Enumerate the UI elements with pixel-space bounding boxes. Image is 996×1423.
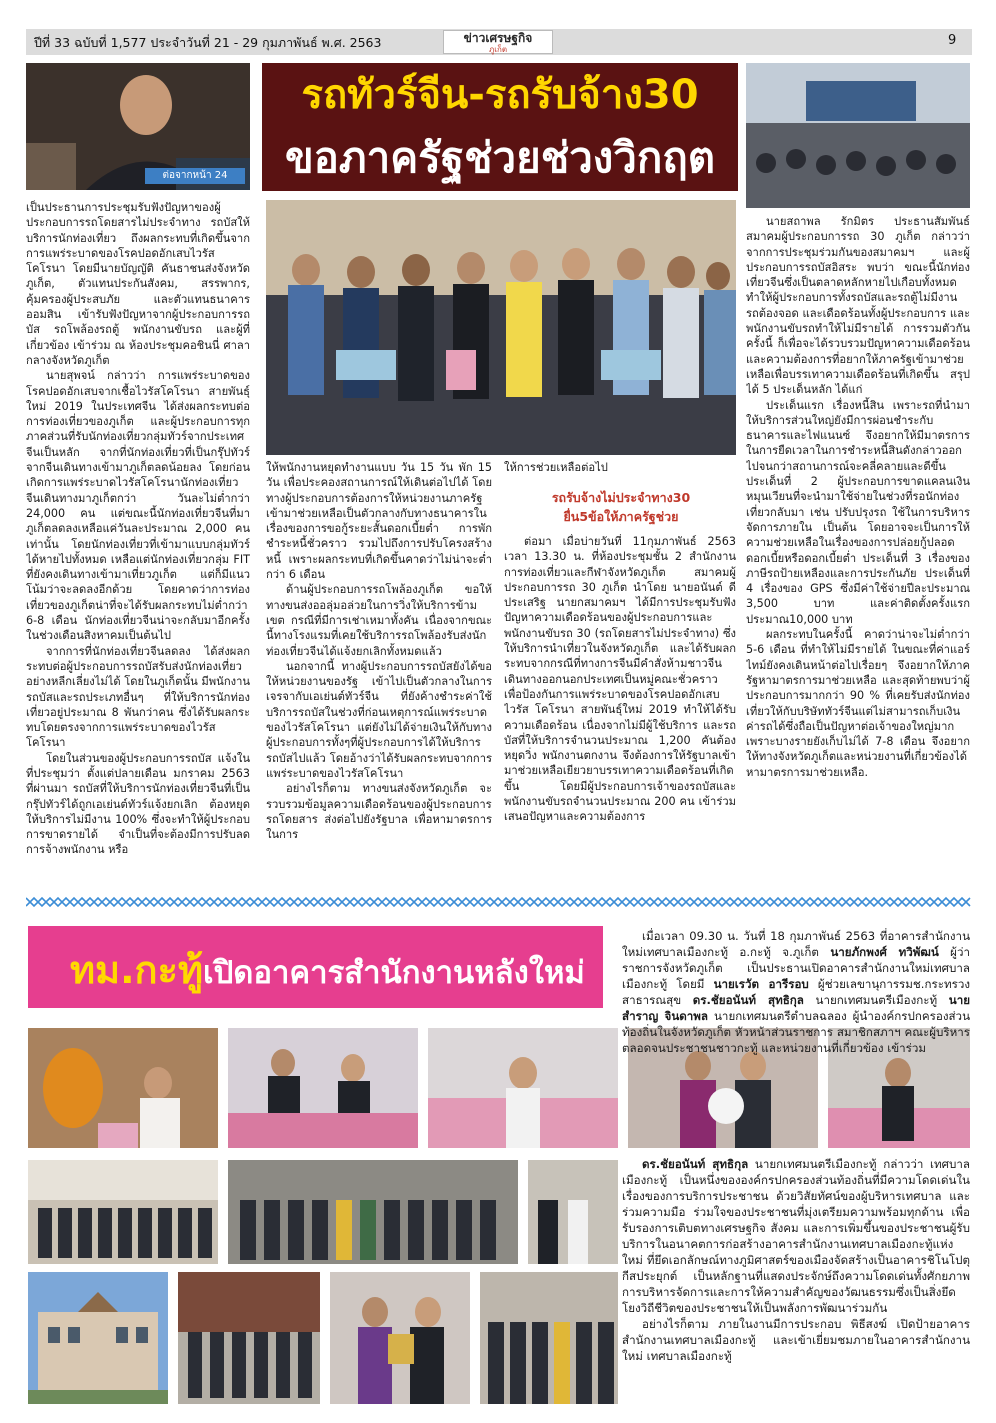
new-office-building-photo [28, 1272, 168, 1404]
bottom-headline [70, 939, 585, 1000]
ceremony-officials-art [228, 1028, 418, 1148]
col1-para: นายสุพจน์ กล่าวว่า การแพร่ระบาดของโรคปอดอักเสบจากเชื้อไวรัสโคโรนา สายพันธุ์ใหม่ 2019 ในประเทศจีน ได้ส่งผลกระทบต่อการท่องเที่ยวของภูเก็ต และผู้ประกอบการทุกภาคส่วนที่รับนักท่องเที่ยวกลุ่มทัวร์จากประเทศจีนเป็นหลัก จากที่นักท่องเที่ยวที่เป็นกรุ๊ปทัวร์จากจีนเดินทางเข้ามาภูเก็ตลดน้อยลง โดยก่อนเกิดการแพร่ระบาดไวรัสโคโรนานักท่องเที่ยวจีนเดินทางมาภูเก็ตกว่า วันละไม่ต่ำกว่า 24,000 คน แต่ขณะนี้นักท่องเที่ยวจีนที่มาภูเก็ตลดลงเหลือแค่วันละประมาณ 2,000 คนเท่านั้น โดยนักท่องเที่ยวที่เข้ามาแบบกลุ่มทัวร์ได้หายไปทั้งหมด เหลือแต่นักท่องเที่ยวกลุ่ม FIT ที่ยังคงเดินทางเข้ามาเที่ยวภูเก็ต แต่ก็มีแนวโน้มว่าจะลดลงอีกด้วย โดยคาดว่าการท่องเที่ยวของภูเก็ตน่าที่จะได้รับผลกระทบไม่ต่ำกว่า 6-8 เดือน นักท่องเที่ยวจีนน่าจะกลับมาอีกครั้งในช่วงเดือนสิงหาคมเป็นต้นไป [26, 369, 250, 643]
headline-box [262, 63, 738, 191]
group-photo-indoor [480, 1272, 618, 1404]
subhead-line1: รถรับจ้างไม่ประจำทาง30 [551, 490, 691, 505]
ceremony-monk-photo [28, 1028, 218, 1148]
group-handover-photo [266, 200, 736, 455]
bottom-article-p2 [622, 1156, 970, 1423]
bottom-para-1 [622, 928, 970, 1056]
group-photo-building [28, 1160, 218, 1264]
bottom-para-2 [622, 1156, 970, 1316]
guests-photo [528, 1160, 618, 1264]
subheadline [513, 488, 729, 526]
office-interior-photo [178, 1272, 320, 1404]
b-p1g: นายกเทศมนตรีเมืองกะทู้ [803, 993, 949, 1007]
ceremony-monk-art [28, 1028, 218, 1148]
article-col3 [504, 534, 736, 896]
bottom-article-p1 [622, 928, 970, 1058]
b-p2a: ดร.ชัยอนันท์ สุทธิกุล [642, 1157, 749, 1171]
col2-para: ให้พนักงานหยุดทำงานแบบ วัน 15 วัน พัก 15 วัน เพื่อประคองสถานการณ์ให้เดินต่อไปได้ โดยทางผู้ประกอบการต้องการให้หน่วยงานภาครัฐเข้ามาช่วยเหลือเป็นตัวกลางกับทางธนาคารในเรื่องของการขอกู้ระยะสั้นดอกเบี้ยต่ำ การพักชำระหนี้ชั่วคราว รวมไปถึงการปรับโครงสร้างหนี้ เพราะผลกระทบที่เกิดขึ้นคาดว่าไม่น่าจะต่ำกว่า 6 เดือน [266, 461, 492, 582]
col4-para: ประเด็นแรก เรื่องหนี้สิน เพราะรถที่นำมาให้บริการส่วนใหญ่ยังมีการผ่อนชำระกับธนาคารและไฟแนนซ์ จึงอยากให้มีมาตรการในการยืดเวลาในการชำระหนี้สินดังกล่าวออกไปจนกว่าสถานการณ์จะคลี่คลายและดีขึ้น ประเด็นที่ 2 ผู้ประกอบการขาดแคลนเงินหมุนเวียนที่จะนำมาใช้จ่ายในช่วงที่รอนักท่องเที่ยวกลับมา เช่น ปรับปรุงรถ ใช้ในการบริหารจัดการภายใน เป็นต้น โดยอาจจะเป็นการให้ความช่วยเหลือในเรื่องของการปล่อยกู้ปลอดดอกเบี้ยหรือดอกเบี้ยต่ำ ประเด็นที่ 3 เรื่องของภาษีรถป้ายเหลืองและการประกันภัย ประเด็นที่ 4 เรื่องของ GPS ซึ่งมีค่าใช้จ่ายปีละประมาณ 3,500 บาท และค่าติดตั้งครั้งแรกประมาณ10,000 บาท [746, 398, 970, 626]
col2-para: นอกจากนี้ ทางผู้ประกอบการรถบัสยังได้ขอให้หน่วยงานของรัฐ เข้าไปเป็นตัวกลางในการเจรจากับเอเย่นต์ทัวร์จีน ที่ยังค้างชำระค่าใช้บริการรถบัสในช่วงที่ก่อนเหตุการณ์แพร่ระบาดของไวรัสโคโรนา แต่ยังไม่ได้จ่ายเงินให้กับทางผู้ประกอบการทั้งๆที่ผู้ประกอบการได้ให้บริการรถบัสไปแล้ว โดยอ้างว่าได้รับผลกระทบจากการแพร่ระบาดของไวรัสโคโรนา [266, 659, 492, 780]
ceremony-crowd-photo [428, 1028, 618, 1148]
meeting-hall-art [746, 63, 970, 208]
b-p1i: นายกเทศมนตรีตำบลฉลอง ผู้นำองค์กรปกครองส่วนท้องถิ่นในจังหวัดภูเก็ต หัวหน้าส่วนราชการ สมาชิกสภาฯ คณะผู้บริหาร ตลอดจนประชาชนชาวกะทู้ และหน่วยงานที่เกี่ยวข้อง เข้าร่วม [622, 1009, 970, 1055]
group-photo-stage [228, 1160, 518, 1264]
ceremony-officials-photo [228, 1028, 418, 1148]
col2-para: ด้านผู้ประกอบการรถโพล้องภูเก็ต ขอให้ทางขนส่งออลุ่มอล่วยในการวิ่งให้บริการข้ามเขต กรณีที่มีการเช่าเหมาทั้งคัน เนื่องจากขณะนี้ทางโรงแรมที่เคยใช้บริการรถโพล้องรับส่งนักท่องเที่ยวจีนได้แจ้งยกเลิกทั้งหมดแล้ว [266, 583, 492, 658]
new-office-building-art [28, 1272, 168, 1404]
bottom-para-3: อย่างไรก็ตาม ภายในงานมีการประกอบ พิธีสงฆ์ เปิดป้ายอาคารสำนักงานเทศบาลเมืองกะทู้ และเข้าเยี่ยมชมภายในอาคารสำนักงานใหม่ เทศบาลเมืองกะทู้ [622, 1317, 970, 1363]
page-number: 9 [948, 33, 957, 48]
b-p1e: ผู้ช่วยเลขานุการรมช.กระทรวงสาธารณสุข [622, 977, 970, 1007]
b-p2b: นายกเทศมนตรีเมืองกะทู้ กล่าวว่า เทศบาลเมืองกะทู้ เป็นหนึ่งขององค์กรปกครองส่วนท้องถิ่นที่มีความโดดเด่นในเรื่องของการบริการประชาชน ด้วยวิสัยทัศน์ของผู้บริหารเทศบาล และร่วมความมือ ร่วมใจของประชาชนที่มุ่งเตรียมความพร้อมทุกด้าน เพื่อรับรองการเติบตทางเศรษฐกิจ สังคม และการเพิ่มขึ้นของประชาชนผู้รับบริการในอนาคตการก่อสร้างอาคารสำนักงานเทศบาลเมืองกะทู้แห่งใหม่ ที่ยึดเอกลักษณ์ทางภูมิศาสตร์ของเมืองจัดสร้างเป็นอาคารชิโนโปตุกีสประยุกต์ เป็นหลักฐานที่แสดงประจักษ์ถึงความโดดเด่นทั้งศักยภาพการบริหารจัดการและการให้ความสำคัญของวัฒนธรรมซึ่งเป็นสิ่งยึดโยงวิถีชีวิตของประชาชนให้เป็นพลังการพัฒนาร่วมกัน [622, 1157, 970, 1315]
group-photo-indoor-art [480, 1272, 618, 1404]
guests-art [528, 1160, 618, 1264]
col1-para: โดยในส่วนของผู้ประกอบการรถบัส แจ้งในที่ประชุมว่า ตั้งแต่ปลายเดือน มกราคม 2563 ที่ผ่านมา รถบัสที่ให้บริการนักท่องเที่ยวจีนที่เป็นกรุ๊ปทัวร์ได้ถูกเอเย่นต์ทัวร์แจ้งยกเลิก ต้องหยุดให้บริการไม่มีงาน 100% ซึ่งจะทำให้ผู้ประกอบการขาดรายได้ จำเป็นที่จะต้องมีการปรับลดการจ้างพนักงาน หรือ [26, 751, 250, 857]
col1-para: เป็นประธานการประชุมรับฟังปัญหาของผู้ประกอบการรถโดยสารไม่ประจำทาง รถบัสให้บริการนักท่องเที่ยว ถึงผลกระทบที่เกิดขึ้นจากการแพร่ระบาดของโรคปอดอักเสบไวรัสโคโรนา โดยมีนายบัญญัติ คันธาชนส่งจังหวัดภูเก็ต, ตัวแทนประกันสังคม, สรรพากร, คุ้มครองผู้ประสบภัย และตัวแทนธนาคารออมสิน เข้ารับฟังปัญหาจากผู้ประกอบการรถบัส รถโพล้องรถตู้ พนักงานขับรถ และผู้ที่เกี่ยวข้อง เข้าร่วม ณ ห้องประชุมคอชินนี่ ศาลากลางจังหวัดภูเก็ต [26, 201, 250, 367]
col4-para: ผลกระทบในครั้งนี้ คาดว่าน่าจะไม่ต่ำกว่า 5-6 เดือน ที่ทำให้ไม่มีรายได้ ในขณะที่ค่าแอร์ไทม์ยังคงเดินหน้าต่อไปเรื่อยๆ จึงอยากให้ภาครัฐหามาตรการมาช่วยเหลือ และสุดท้ายพบว่าผู้ประกอบการมากกว่า 90 % ที่เคยรับส่งนักท่องเที่ยวให้กับบริษัททัวร์จีนแต่ไม่สามารถเก็บเงินค่ารถได้ซึ่งถือเป็นปัญหาต่อเจ้าของใหญ่มาก เพราะบางรายยังเก็บไม่ได้ 7-8 เดือน จึงอยากให้ทางจังหวัดภูเก็ตและหน่วยงานที่เกี่ยวข้องได้หามาตรการมาช่วยเหลือ. [746, 628, 970, 779]
bottom-headline-accent: ทม.กะทู้ [70, 948, 203, 992]
b-p1c: ผู้ว่าราชการจังหวัดภูเก็ต เป็นประธานเปิดอาคารสำนักงานใหม่เทศบาลเมืองกะทู้ โดยมี [622, 945, 970, 991]
office-interior-art [178, 1272, 320, 1404]
col3-lead [504, 460, 736, 480]
b-p1a: เมื่อเวลา 09.30 น. วันที่ 18 กุมภาพันธ์ 2563 ที่อาคารสำนักงานใหม่เทศบาลเมืองกะทู้ อ.กะทู้ จ.ภูเก็ต [622, 929, 970, 959]
headline-line1: รถทัวร์จีน-รถรับจ้าง30 [301, 72, 699, 118]
group-handover-art [266, 200, 736, 455]
article-col2 [266, 460, 492, 896]
issue-line: ปีที่ 33 ฉบับที่ 1,577 ประจำวันที่ 21 - 29 กุมภาพันธ์ พ.ศ. 2563 [34, 35, 382, 50]
article-col1 [26, 200, 250, 896]
continued-from-tag: ต่อจากหน้า 24 [145, 168, 245, 184]
ceremony-crowd-art [428, 1028, 618, 1148]
b-p1f: ดร.ชัยอนันท์ สุทธิกุล [692, 993, 804, 1007]
col4-para: นายสถาพล รักมิตร ประธานสัมพันธ์สมาคมผู้ประกอบการรถ 30 ภูเก็ต กล่าวว่า จากการประชุมร่วมกันของสมาคมฯ และผู้ประกอบการรถบัสอิสระ พบว่า ขณะนี้นักท่องเที่ยวจีนซึ่งเป็นตลาดหลักหายไปเกือบทั้งหมด ทำให้ผู้ประกอบการทั้งรถบัสและรถตู้ไม่มีงาน รถต้องจอด และเดือดร้อนทั้งผู้ประกอบการ และพนักงานขับรถทำให้ไม่มีรายได้ การรวมตัวกันครั้งนี้ ก็เพื่อจะได้รวบรวมปัญหาความเดือดร้อน และความต้องการที่อยากให้ภาครัฐเข้ามาช่วยเหลือเพื่อบรรเทาความเดือดร้อนที่เกิดขึ้น สรุปได้ 5 ประเด็นหลัก ได้แก่ [746, 215, 970, 397]
article-col4 [746, 214, 970, 896]
zigzag-divider [26, 896, 972, 910]
logo-sub: ภูเก็ต [488, 45, 508, 54]
group-photo-stage-art [228, 1160, 518, 1264]
masthead-logo [443, 30, 553, 54]
b-p1b: นายภักพงศ์ ทวิพัฒน์ [830, 945, 939, 959]
b-p1h: นายสำราญ จินดาพล [622, 993, 970, 1023]
b-p1d: นายเรวัต อารีรอบ [713, 977, 809, 991]
plaque-presentation-art [330, 1272, 470, 1404]
bottom-headline-rest: เปิดอาคารสำนักงานหลังใหม่ [203, 955, 585, 991]
col3-lead-text: ให้การช่วยเหลือต่อไป [504, 461, 608, 474]
col1-para: จากการที่นักท่องเที่ยวจีนลดลง ได้ส่งผลกระทบต่อผู้ประกอบการรถบัสรับส่งนักท่องเที่ยวอย่างหลีกเลี่ยงไม่ได้ โดยในภูเก็ตนั้น มีพนักงานรถบัสและรถประเภทอื่นๆ ที่ให้บริการนักท่องเที่ยวอยู่ประมาณ 8 พันกว่าคน ซึ่งได้รับผลกระทบโดยตรงจากการแพร่ระบาดของไวรัสโคโรนา [26, 644, 250, 750]
col2-para: อย่างไรก็ตาม ทางขนส่งจังหวัดภูเก็ต จะรวบรวมข้อมูลความเดือดร้อนของผู้ประกอบการรถโดยสาร ส่งต่อไปยังรัฐบาล เพื่อหามาตรการในการ [266, 782, 492, 842]
col3-para: ต่อมา เมื่อบ่ายวันที่ 11กุมภาพันธ์ 2563 เวลา 13.30 น. ที่ห้องประชุมชั้น 2 สำนักงานการท่องเที่ยวและกีฬาจังหวัดภูเก็ต สมาคมผู้ประกอบการรถ 30 ภูเก็ต นำโดย นายอนันต์ ดีประเสริฐ นายกสมาคมฯ ได้มีการประชุมรับฟังปัญหาความเดือดร้อนของผู้ประกอบการและพนักงานขับรถ 30 (รถโดยสารไม่ประจำทาง) ซึ่งให้บริการนำเที่ยวในจังหวัดภูเก็ต และได้รับผลกระทบจากกรณีที่ทางการจีนมีคำสั่งห้ามชาวจีนเดินทางออกนอกประเทศเป็นหมู่คณะชั่วคราว เพื่อป้องกันการแพร่ระบาดของโรคปอดอักเสบไวรัส โคโรนา สายพันธุ์ใหม่ 2019 ทำให้ได้รับความเดือดร้อน เนื่องจากไม่มีผู้ใช้บริการ และรถบัสที่ให้บริการจำนวนประมาณ 1,200 คันต้องหยุดวิ่ง พนักงานตกงาน จึงต้องการให้รัฐบาลเข้ามาช่วยเหลือเยียวยาบรรเทาความเดือดร้อนที่เกิดขึ้น โดยมีผู้ประกอบการเจ้าของรถบัสและพนักงานขับรถจำนวนประมาณ 200 คน เข้าร่วมเสนอปัญหาและความต้องการ [504, 535, 736, 824]
headline-line2: ขอภาครัฐช่วยช่วงวิกฤต [284, 133, 716, 182]
logo-main: ข่าวเศรษฐกิจ [463, 31, 533, 45]
group-photo-building-art [28, 1160, 218, 1264]
subhead-line2: ยื่น5ข้อให้ภาครัฐช่วย [563, 509, 679, 524]
plaque-presentation-photo [330, 1272, 470, 1404]
meeting-hall-photo [746, 63, 970, 208]
